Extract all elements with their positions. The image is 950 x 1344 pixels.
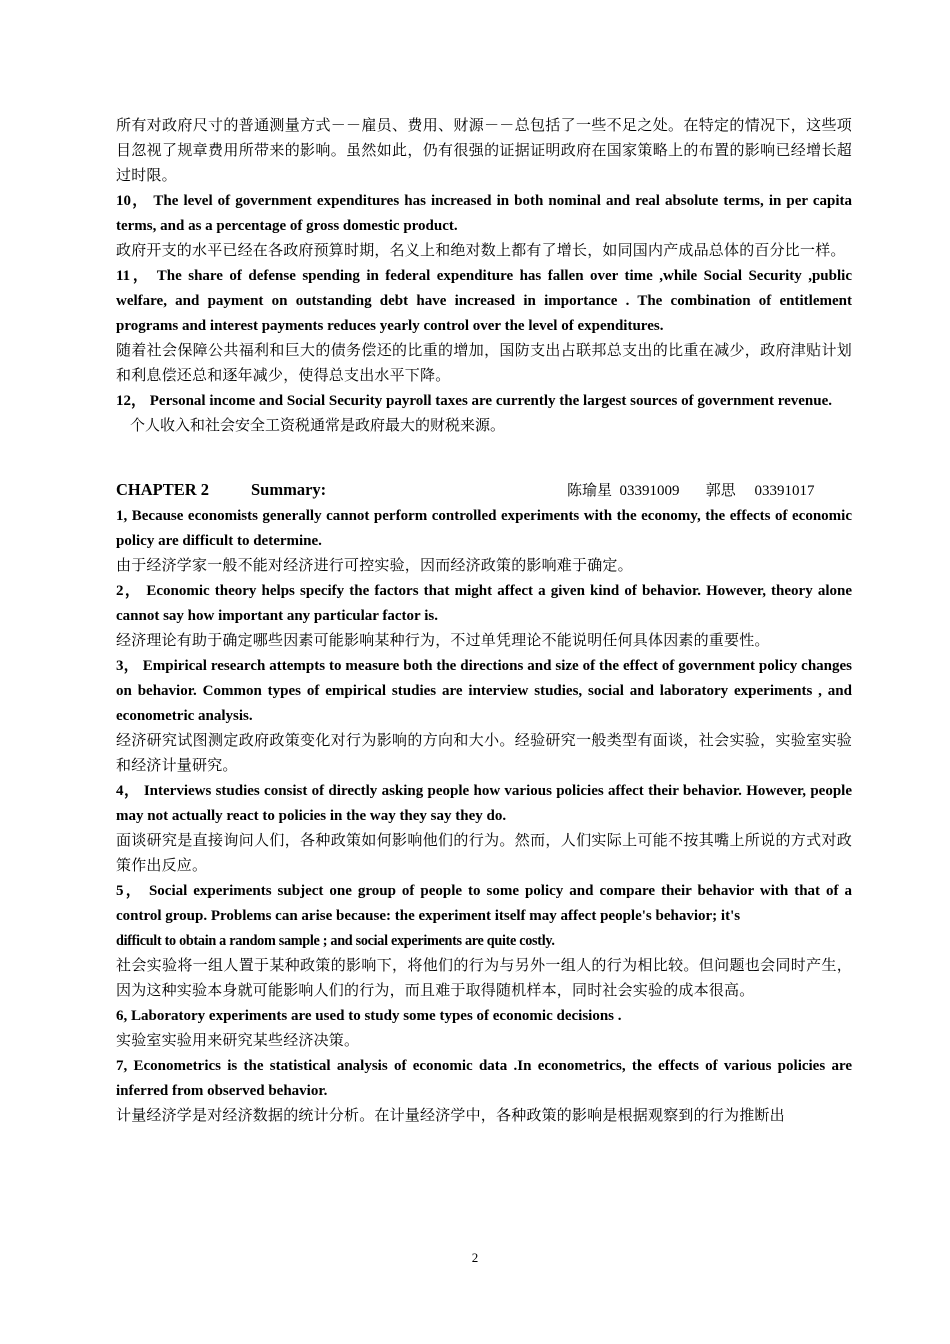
- summary-item-cn: 经济理论有助于确定哪些因素可能影响某种行为，不过单凭理论不能说明任何具体因素的重要性。: [116, 633, 770, 649]
- author-name: 郭思: [705, 483, 736, 499]
- chapter-heading: [116, 477, 852, 502]
- summary-item-cn: 由于经济学家一般不能对经济进行可控实验，因而经济政策的影响难于确定。: [116, 558, 633, 574]
- summary-item-en: difficult to obtain a random sample ; and social experiments are quite costly.: [116, 933, 555, 949]
- spacer: [116, 439, 852, 477]
- summary-item-cn: 社会实验将一组人置于某种政策的影响下，将他们的行为与另外一组人的行为相比较。但问题也会同时产生，因为这种实验本身就可能影响人们的行为，而且难于取得随机样本，同时社会实验的成本很高。: [116, 958, 852, 999]
- summary-item-en: 5， Social experiments subject one group of people to some policy and compare their behavior with that of a control group. Problems can arise because: the experiment itself may affect people's behavior; it's: [116, 883, 852, 924]
- paragraph-en: 10， The level of government expenditures has increased in both nominal and real absolute terms, in per capita terms, and as a percentage of gross domestic product.: [116, 193, 852, 234]
- paragraph-mixed: [116, 389, 852, 439]
- paragraph-en: 11， The share of defense spending in federal expenditure has fallen over time ,while Social Security ,public welfare, and payment on outstanding debt have increased in importance . The combination of entitlement programs and interest payments reduces yearly control over the level of expenditures.: [116, 268, 852, 334]
- paragraph-cn: 随着社会保障公共福利和巨大的债务偿还的比重的增加，国防支出占联邦总支出的比重在减少，政府津贴计划和利息偿还总和逐年减少，使得总支出水平下降。: [116, 343, 852, 384]
- paragraph-en: 12， Personal income and Social Security payroll taxes are currently the largest sources of government revenue.: [116, 393, 833, 409]
- summary-item-en: 6, Laboratory experiments are used to study some types of economic decisions .: [116, 1008, 622, 1024]
- chapter-label: CHAPTER 2: [116, 480, 210, 499]
- authors: [567, 479, 815, 504]
- summary-item-cn: 计量经济学是对经济数据的统计分析。在计量经济学中，各种政策的影响是根据观察到的行为推断出: [116, 1108, 785, 1124]
- author-id: 03391009: [619, 483, 680, 499]
- summary-item-cn: 经济研究试图测定政府政策变化对行为影响的方向和大小。经验研究一般类型有面谈，社会实验，实验室实验和经济计量研究。: [116, 733, 852, 774]
- author-name: 陈瑜星: [567, 483, 613, 499]
- paragraph-cn: 政府开支的水平已经在各政府预算时期，名义上和绝对数上都有了增长，如同国内产成品总体的百分比一样。: [116, 243, 846, 259]
- paragraph-cn: 个人收入和社会安全工资税通常是政府最大的财税来源。: [130, 418, 506, 434]
- summary-item-cn: 实验室实验用来研究某些经济决策。: [116, 1033, 360, 1049]
- summary-item-en: 2， Economic theory helps specify the factors that might affect a given kind of behavior. However, theory alone cannot say how important any particular factor is.: [116, 583, 852, 624]
- document-page: [116, 114, 852, 1129]
- summary-item-cn: 面谈研究是直接询问人们，各种政策如何影响他们的行为。然而，人们实际上可能不按其嘴上所说的方式对政策作出反应。: [116, 833, 852, 874]
- author-id: 03391017: [754, 483, 815, 499]
- summary-item-en: 3， Empirical research attempts to measure both the directions and size of the effect of government policy changes on behavior. Common types of empirical studies are interview studies, social and laboratory experiments , and econometric analysis.: [116, 658, 852, 724]
- paragraph-cn: 所有对政府尺寸的普通测量方式－－雇员、费用、财源－－总包括了一些不足之处。在特定的情况下，这些项目忽视了规章费用所带来的影响。虽然如此，仍有很强的证据证明政府在国家策略上的布置的影响已经增长超过时限。: [116, 118, 852, 184]
- summary-item-en: 1, Because economists generally cannot perform controlled experiments with the economy, the effects of economic policy are difficult to determine.: [116, 508, 852, 549]
- summary-label: Summary:: [251, 480, 327, 499]
- page-number: 2: [471, 1250, 479, 1265]
- summary-item-en: 7, Econometrics is the statistical analysis of economic data .In econometrics, the effects of various policies are inferred from observed behavior.: [116, 1058, 852, 1099]
- summary-item-en: 4， Interviews studies consist of directly asking people how various policies affect their behavior. However, people may not actually react to policies in the way they say they do.: [116, 783, 852, 824]
